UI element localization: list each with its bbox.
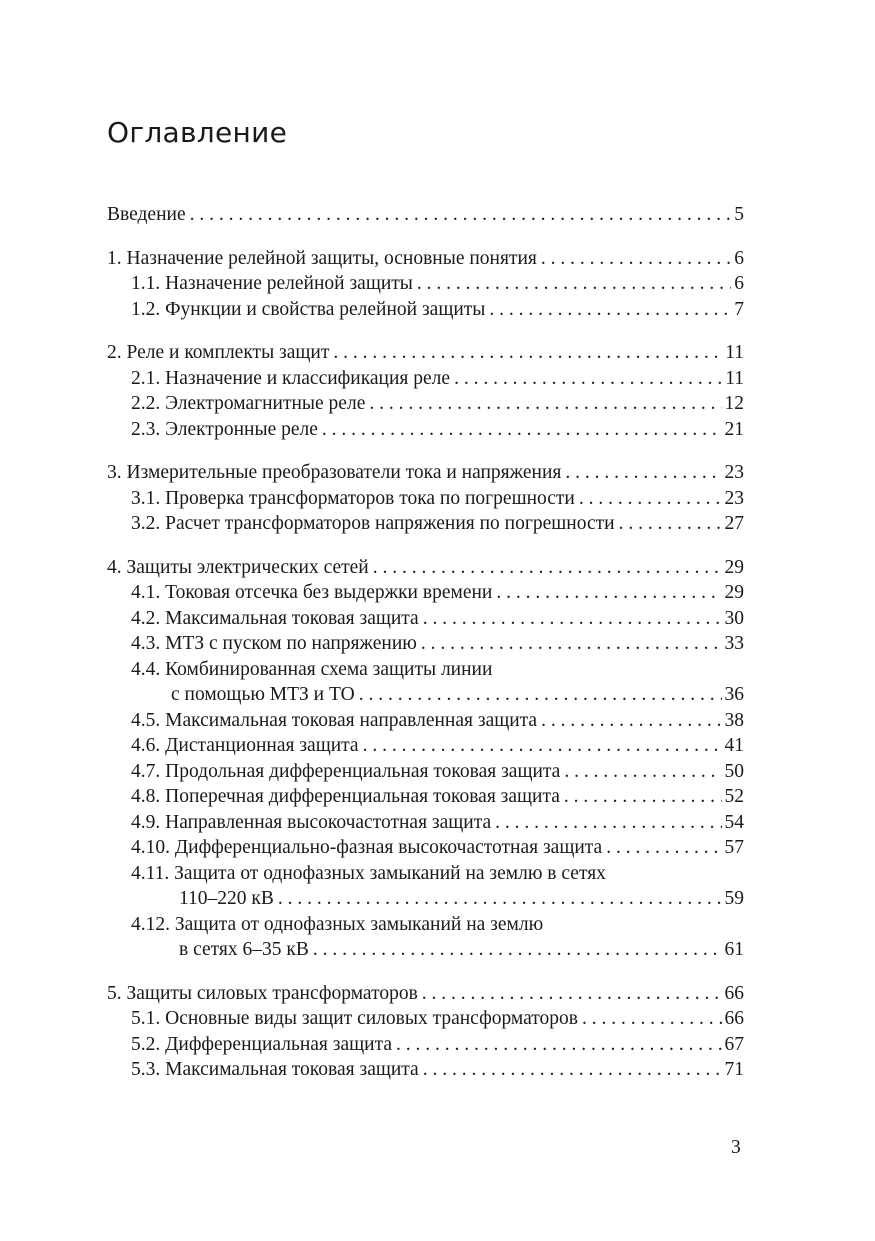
toc-section <box>107 340 744 442</box>
dot-leader <box>322 417 722 443</box>
toc-entry[interactable] <box>107 271 744 297</box>
toc-entry[interactable] <box>107 1006 744 1032</box>
toc-entry[interactable] <box>107 606 744 632</box>
toc-entry-label: 3. Измерительные преобразователи тока и напряжения <box>107 462 562 483</box>
dot-leader <box>579 486 722 512</box>
toc-page-number: 6 <box>734 273 744 294</box>
toc-page-number: 11 <box>725 342 744 363</box>
toc-page-number: 5 <box>734 204 744 225</box>
toc-entry[interactable] <box>107 810 744 836</box>
toc-entry[interactable] <box>107 246 744 272</box>
toc-entry-label: 4.1. Токовая отсечка без выдержки времени <box>131 582 493 603</box>
toc-page-number: 23 <box>724 487 744 509</box>
toc-section <box>107 246 744 323</box>
toc-entry[interactable] <box>107 486 744 512</box>
dot-leader <box>565 460 721 486</box>
toc-section <box>107 202 744 228</box>
toc-entry[interactable] <box>107 682 744 708</box>
dot-leader <box>373 555 722 581</box>
toc-entry[interactable] <box>107 555 744 581</box>
toc-entry[interactable] <box>107 886 744 912</box>
dot-leader <box>359 682 722 708</box>
dot-leader <box>190 202 732 228</box>
toc-entry-label: 4.5. Максимальная токовая направленная защита <box>131 709 538 731</box>
toc-entry-label: 4.11. Защита от однофазных замыканий на землю в сетях <box>131 862 606 884</box>
toc-entry[interactable] <box>107 1032 744 1058</box>
dot-leader <box>606 835 721 861</box>
toc-entry-label: 4.4. Комбинированная схема защиты линии <box>131 658 493 680</box>
toc-page-number: 29 <box>724 582 744 603</box>
toc-entry-label: 4.8. Поперечная дифференциальная токовая защита <box>131 786 560 807</box>
toc-page-number: 52 <box>724 786 744 807</box>
toc-page-number: 29 <box>724 556 744 578</box>
toc-entry-label: Введение <box>107 204 186 225</box>
toc-page-number: 6 <box>734 247 744 269</box>
dot-leader <box>396 1032 722 1058</box>
toc-entry[interactable] <box>107 391 744 417</box>
toc-page-number: 21 <box>724 418 744 440</box>
dot-leader <box>564 759 721 785</box>
toc-section <box>107 460 744 537</box>
toc-entry-continuation: с помощью МТЗ и ТО <box>171 684 355 705</box>
toc-entry[interactable] <box>107 937 744 963</box>
toc-page-number: 33 <box>724 633 744 654</box>
toc-entry-label: 4.9. Направленная высокочастотная защита <box>131 811 492 833</box>
dot-leader <box>417 271 731 297</box>
toc-entry-label: 4. Защиты электрических сетей <box>107 556 369 578</box>
toc-entry-label: 4.10. Дифференциально-фазная высокочастотная защита <box>131 837 603 858</box>
toc-entry[interactable] <box>107 784 744 810</box>
toc-entry-continuation: 110–220 кВ <box>179 888 274 909</box>
dot-leader <box>496 580 721 606</box>
toc-page-number: 27 <box>724 513 744 534</box>
toc-entry-label: 1.2. Функции и свойства релейной защиты <box>131 298 486 320</box>
toc-entry-label: 3.2. Расчет трансформаторов напряжения по погрешности <box>131 513 615 534</box>
page-number: 3 <box>731 1137 741 1158</box>
dot-leader <box>369 391 721 417</box>
dot-leader <box>454 366 722 392</box>
toc-page-number: 67 <box>724 1033 744 1055</box>
toc-page-number: 66 <box>724 1008 744 1029</box>
toc-entry-label: 5.3. Максимальная токовая защита <box>131 1059 419 1080</box>
dot-leader <box>278 886 722 912</box>
toc-entry[interactable] <box>107 340 744 366</box>
toc-entry-label: 5.1. Основные виды защит силовых трансформаторов <box>131 1008 578 1029</box>
toc-page-number: 23 <box>724 462 744 483</box>
toc-entry-label: 4.7. Продольная дифференциальная токовая защита <box>131 760 561 782</box>
dot-leader <box>489 297 731 323</box>
toc-entry-label: 4.3. МТЗ с пуском по напряжению <box>131 633 417 654</box>
toc-entry-label: 5. Защиты силовых трансформаторов <box>107 982 418 1004</box>
toc-entry-label: 2. Реле и комплекты защит <box>107 342 330 363</box>
toc-entry-label: 4.6. Дистанционная защита <box>131 735 359 756</box>
toc-page-number: 30 <box>724 607 744 629</box>
toc-entry[interactable] <box>107 981 744 1007</box>
toc-entry[interactable] <box>107 835 744 861</box>
toc-entry[interactable] <box>107 511 744 537</box>
toc-page-number: 7 <box>734 298 744 320</box>
toc-entry-label: 2.1. Назначение и классификация реле <box>131 367 451 389</box>
toc-entry[interactable] <box>107 733 744 759</box>
toc-entry-label: 3.1. Проверка трансформаторов тока по погрешности <box>131 487 575 509</box>
dot-leader <box>582 1006 722 1032</box>
toc-page-number: 50 <box>724 760 744 782</box>
toc-entry[interactable] <box>107 631 744 657</box>
dot-leader <box>333 340 722 366</box>
page-title: Оглавление <box>107 116 288 149</box>
dot-leader <box>564 784 722 810</box>
toc-entry-label: 1. Назначение релейной защиты, основные понятия <box>107 247 537 269</box>
toc-page-number: 11 <box>725 367 744 389</box>
toc-entry[interactable] <box>107 366 744 392</box>
toc-entry[interactable] <box>107 580 744 606</box>
toc-entry-label: 5.2. Дифференциальная защита <box>131 1033 392 1055</box>
dot-leader <box>422 981 722 1007</box>
toc-page-number: 54 <box>724 811 744 833</box>
toc-entry-label: 2.3. Электронные реле <box>131 418 318 440</box>
toc-entry[interactable] <box>107 460 744 486</box>
dot-leader <box>313 937 722 963</box>
dot-leader <box>619 511 722 537</box>
toc-page-number: 66 <box>724 982 744 1004</box>
toc-page-number: 38 <box>724 709 744 731</box>
toc-section <box>107 555 744 963</box>
toc-entry-label: 4.12. Защита от однофазных замыканий на землю <box>131 913 544 935</box>
toc-page-number: 41 <box>724 735 744 756</box>
toc-entry-label: 4.2. Максимальная токовая защита <box>131 607 419 629</box>
toc-entry[interactable] <box>107 297 744 323</box>
dot-leader <box>495 810 721 836</box>
toc-section <box>107 981 744 1083</box>
toc-entry-label: 1.1. Назначение релейной защиты <box>131 273 413 294</box>
toc-page-number: 36 <box>724 684 744 705</box>
table-of-contents <box>107 202 744 1101</box>
dot-leader <box>421 631 722 657</box>
toc-page-number: 61 <box>724 939 744 960</box>
toc-entry[interactable] <box>107 1057 744 1083</box>
toc-page-number: 12 <box>724 393 744 414</box>
dot-leader <box>363 733 722 759</box>
toc-page-number: 57 <box>724 837 744 858</box>
toc-entry-label: 2.2. Электромагнитные реле <box>131 393 366 414</box>
toc-page-number: 59 <box>724 888 744 909</box>
toc-entry[interactable] <box>107 417 744 443</box>
dot-leader <box>541 246 731 272</box>
dot-leader <box>541 708 721 734</box>
toc-entry[interactable] <box>107 759 744 785</box>
toc-entry[interactable] <box>107 202 744 228</box>
toc-page-number: 71 <box>724 1059 744 1080</box>
dot-leader <box>423 1057 722 1083</box>
toc-entry-continuation: в сетях 6–35 кВ <box>179 939 309 960</box>
dot-leader <box>423 606 722 632</box>
toc-entry[interactable] <box>107 708 744 734</box>
